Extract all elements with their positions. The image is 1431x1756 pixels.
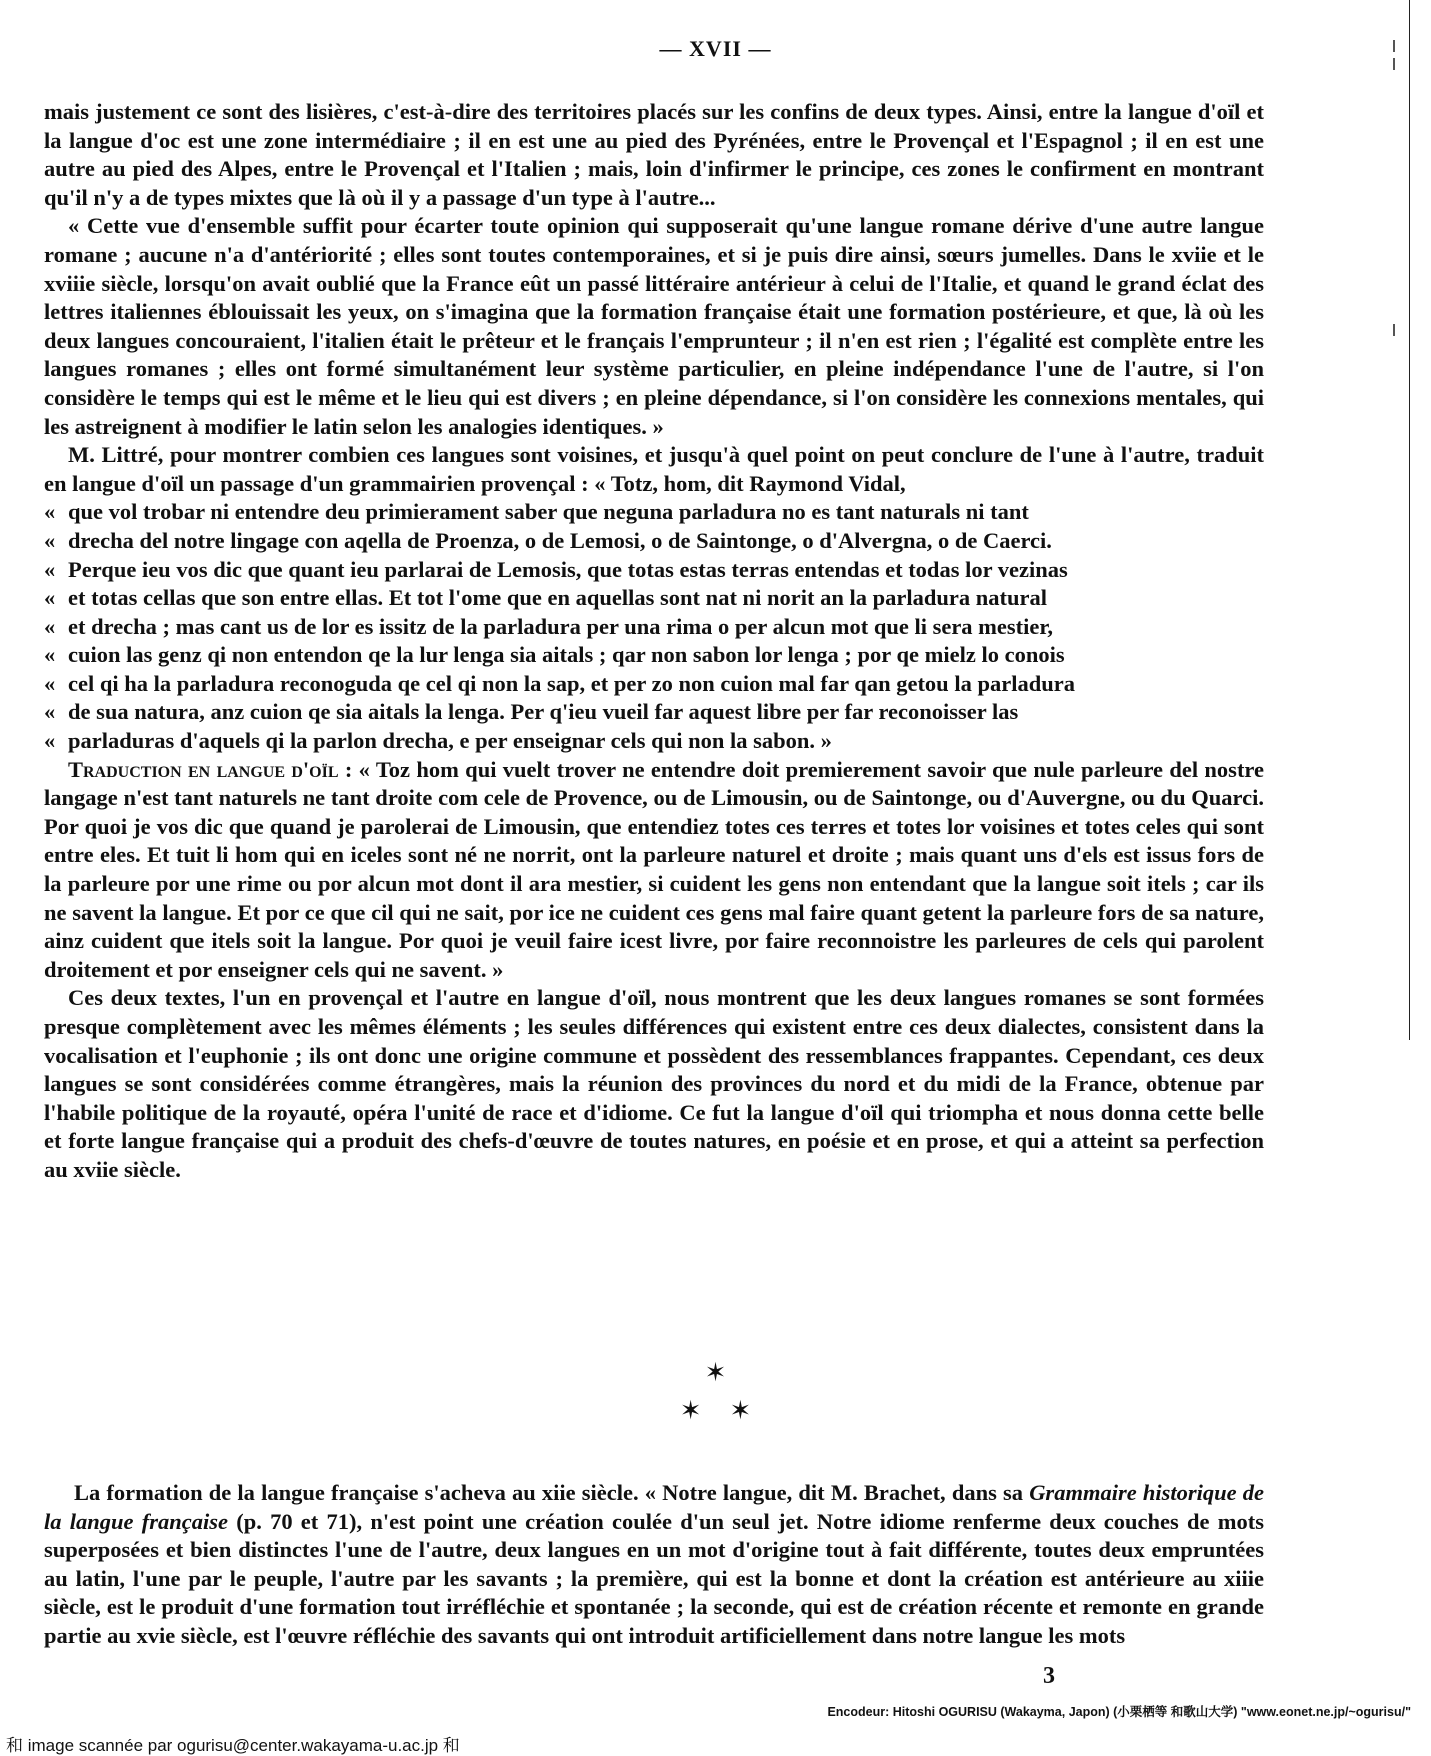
paragraph-6 [44, 1479, 1264, 1651]
scan-margin-rule [1409, 0, 1410, 1040]
quote-line: « cel qi ha la parladura reconoguda qe cel qi non la sap, et per zo non cuion mal far qan getou la parladura [44, 670, 1264, 699]
star-icon: ✶ [704, 1358, 727, 1387]
star-icon: ✶ [729, 1396, 752, 1425]
quote-line: « cuion las genz qi non entendon qe la lur lenga sia aitals ; qar non sabon lor lenga ; por qe mielz lo conois [44, 641, 1264, 670]
paragraph-6-rest: (p. 70 et 71), n'est point une création coulée d'un seul jet. Notre idiome renferme deux couches de mots superposées et bien distinctes l'une de l'autre, deux langues en un mot d'origine tout à fait différente, toutes deux empruntées au latin, l'une par le peuple, l'autre par les savants ; la première, qui est la bonne et dont la création est antérieure au xiiie siècle, est le produit d'une formation tout irréfléchie et spontanée ; la seconde, qui est de création récente et remonte en grande partie au xvie siècle, est l'œuvre réfléchie des savants qui ont introduit artificiellement dans notre langue les mots [44, 1508, 1264, 1648]
asterism-bottom [0, 1396, 1431, 1426]
provencal-quote [44, 441, 1264, 756]
encoder-credit: Encodeur: Hitoshi OGURISU (Wakayma, Japon) (小栗栖等 和歌山大学) "www.eonet.ne.jp/~ogurisu/" [827, 1705, 1411, 1719]
section-2-text [44, 1479, 1264, 1651]
scan-credit: 和 image scannée par ogurisu@center.wakayama-u.ac.jp 和 [6, 1736, 460, 1755]
paragraph-6-start: La formation de la langue française s'acheva au xiie siècle. « Notre langue, dit M. Brachet, dans sa [74, 1480, 1024, 1505]
translation-text: « Toz hom qui vuelt trover ne entendre doit premierement savoir que nule parleure del nostre langage n'est tant naturels ne tant droite com cele de Provence, ou de Limousin, ou de Saintonge, ou d'Auvergne, ou du Quarci. Por quoi je vos dic que quand je parolerai de Limousin, que entendiez totes ces terres et totes lor voisines et totes celes qui sont entre eles. Et tuit li hom qui en iceles sont né ne norrit, ont la parleure naturel et droite ; mais quant uns d'els est issus fors de la parleure por une rime ou por alcun mot dont il ara mestier, si cuident les gens non entendant que la langue soit itels ; car ils ne savent la langue. Et por ce que cil qui ne sait, por ice ne cuident ces gens mal faire quant getent la parleure fors de sa nature, ainz cuident que itels soit la langue. Por quoi je veuil faire icest livre, por faire reconnoistre les parleures de cels qui parolent droitement et por enseigner cels qui ne savent. » [44, 756, 1265, 982]
star-icon: ✶ [679, 1396, 702, 1425]
paragraph-1: mais justement ce sont des lisières, c'est-à-dire des territoires placés sur les confins de deux types. Ainsi, entre la langue d'oïl et la langue d'oc est une zone intermédiaire ; il en est une au pied des Pyrénées, entre le Provençal et l'Espagnol ; il en est une autre au pied des Alpes, entre le Provençal et l'Italien ; mais, loin d'infirmer le principe, ces zones le confirment en montrant qu'il n'y a de types mixtes que là où il y a passage d'un type à l'autre... [44, 99, 1264, 210]
quote-line: « parladuras d'aquels qi la parlon drecha, e per enseignar cels qui non la sabon. » [44, 727, 1264, 756]
paragraph-2: « Cette vue d'ensemble suffit pour écarter toute opinion qui supposerait qu'une langue romane dérive d'une autre langue romane ; aucune n'a d'antériorité ; elles sont toutes contemporaines, et si je puis dire ainsi, sœurs jumelles. Dans le xviie et le xviiie siècle, lorsqu'on avait oublié que la France eût un passé littéraire antérieur à celui de l'Italie, et quand le grand éclat des lettres italiennes éblouissait les yeux, on s'imagina que la formation française était une formation postérieure, et que, là où les deux langues concouraient, l'italien était le prêteur et le français l'emprunteur ; il n'en est rien ; l'égalité est complète entre les langues romanes ; elles ont formé simultanément leur système particulier, en pleine indépendance l'une de l'autre, si l'on considère le temps qui est le même et le lieu qui est divers ; en pleine dépendance, si l'on considère les connexions mentales, qui les astreignent à modifier le latin selon les analogies identiques. » [44, 213, 1264, 439]
scan-margin-mark [1393, 324, 1395, 336]
page-header: — XVII — [659, 36, 772, 61]
main-text [44, 98, 1264, 1185]
paragraph-5: Ces deux textes, l'un en provençal et l'autre en langue d'oïl, nous montrent que les deux langues romanes se sont formées presque complètement avec les mêmes éléments ; les seules différences qui existent entre ces deux dialectes, consistent dans la vocalisation et l'euphonie ; ils ont donc une origine commune et possèdent des ressemblances frappantes. Cependant, ces deux langues se sont considérées comme étrangères, mais la réunion des provinces du nord et du midi de la France, obtenue par l'habile politique de la royauté, opéra l'unité de race et d'idiome. Ce fut la langue d'oïl qui triompha et nous donna cette belle et forte langue française qui a produit des chefs-d'œuvre de toutes natures, en poésie et en prose, et qui a atteint sa perfection au xviie siècle. [44, 985, 1264, 1182]
quote-line: « drecha del notre lingage con aqella de Proenza, o de Lemosi, o de Saintonge, o d'Alvergna, o de Caerci. [44, 527, 1264, 556]
book-title: Grammaire historique de la langue française [44, 1480, 1264, 1534]
quote-line: « et drecha ; mas cant us de lor es issitz de la parladura per una rima o per alcun mot que li sera mestier, [44, 613, 1264, 642]
quote-line: « Perque ieu vos dic que quant ieu parlarai de Lemosis, que totas estas terras entendas et todas lor vezinas [44, 556, 1264, 585]
page-number: 3 [1043, 1663, 1055, 1689]
translation-label: Traduction en langue d'oïl : [68, 756, 353, 782]
quote-line: « que vol trobar ni entendre deu primierament saber que neguna parladura no es tant naturals ni tant [44, 498, 1264, 527]
paragraph-translation [44, 756, 1264, 985]
quote-line: M. Littré, pour montrer combien ces langues sont voisines, et jusqu'à quel point on peut conclure de l'une à l'autre, traduit en langue d'oïl un passage d'un grammairien provençal : « Totz, hom, dit Raymond Vidal, [44, 442, 1264, 496]
quote-line: « et totas cellas que son entre ellas. Et tot l'ome que en aquellas sont nat ni norit an la parladura natural [44, 584, 1264, 613]
asterism-top [0, 1358, 1431, 1388]
quote-line: « de sua natura, anz cuion qe sia aitals la lenga. Per q'ieu vueil far aquest libre per far reconoisser las [44, 698, 1264, 727]
